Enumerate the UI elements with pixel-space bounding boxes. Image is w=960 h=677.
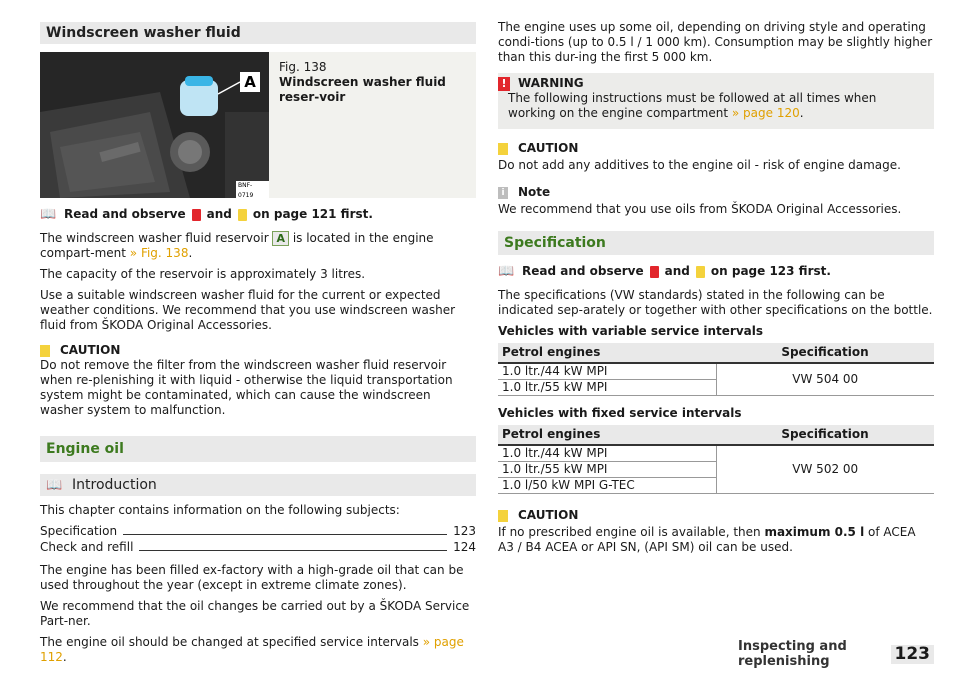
spec-cell: VW 502 00 [716, 445, 934, 494]
read-observe-post[interactable]: on page 123 first. [710, 264, 831, 278]
engine-cell: 1.0 ltr./44 kW MPI [498, 445, 716, 462]
toc-leader [139, 550, 447, 551]
read-observe-pre: Read and observe [64, 207, 186, 221]
warning-text-body: The following instructions must be followed at all times when working on the engine compartment [508, 91, 877, 120]
info-icon: i [498, 187, 508, 199]
toc-item[interactable] [40, 524, 476, 539]
figure-138 [40, 52, 476, 198]
figure-code: BNF-0719 [236, 181, 269, 201]
page-120-link[interactable]: » page 120 [731, 106, 800, 120]
consumption-paragraph: The engine uses up some oil, depending on driving style and operating condi-tions (up to 0.5 l / 1 000 km). Consumption may be slightly higher than this dur-ing the first 5 000 km. [498, 20, 933, 64]
figure-title: Windscreen washer fluid reser-voir [279, 75, 446, 104]
figure-number: Fig. 138 [279, 60, 327, 74]
read-observe-and: and [206, 207, 232, 221]
caution-symbol-icon [696, 266, 705, 278]
toc-page: 124 [453, 540, 476, 554]
toc-page: 123 [453, 524, 476, 538]
warning-symbol-icon [650, 266, 659, 278]
specification-heading: Specification [498, 231, 934, 255]
read-observe-post[interactable]: on page 121 first. [252, 207, 373, 221]
oil-paragraph-2: We recommend that the oil changes be carried out by a ŠKODA Service Part-ner. [40, 599, 470, 628]
caution-text-right-2 [498, 525, 934, 555]
reservoir-label-a: A [272, 231, 289, 246]
book-icon: 📖 [40, 207, 57, 222]
washer-paragraph-1: The windscreen washer fluid reservoir A is located in the engine compart-ment » Fig. 138. [40, 231, 434, 260]
table-row [498, 445, 934, 462]
warning-icon: ! [498, 77, 510, 91]
engine-cell: 1.0 ltr./55 kW MPI [498, 380, 716, 396]
engine-bay-illustration [40, 52, 269, 198]
washer-paragraph-3: Use a suitable windscreen washer fluid for the current or expected weather conditions. We recommend that you use windscreen washer fluid from ŠKODA Original Accessories. [40, 288, 456, 332]
engine-cell: 1.0 l/50 kW MPI G-TEC [498, 478, 716, 494]
engine-bay-image [40, 52, 269, 198]
table-header-engines: Petrol engines [498, 425, 716, 445]
fixed-intervals-title: Vehicles with fixed service intervals [498, 406, 742, 420]
page-number: 123 [891, 645, 935, 664]
caution-symbol-icon [238, 209, 247, 221]
caution-title: CAUTION [518, 141, 579, 155]
washer-fluid-heading: Windscreen washer fluid [40, 22, 476, 44]
introduction-heading [40, 474, 476, 496]
footer-section: Inspecting and replenishing [738, 639, 847, 669]
book-icon: 📖 [498, 264, 515, 279]
figure-caption [269, 52, 476, 198]
oil-paragraph-3: The engine oil should be changed at specified service intervals » page 112. [40, 635, 464, 664]
note-heading [498, 185, 934, 200]
warning-title: WARNING [518, 76, 584, 90]
warning-heading [498, 76, 924, 91]
toc-leader [123, 534, 447, 535]
p1-text-post: is located in the engine compart-ment [40, 231, 434, 260]
toc-label: Check and refill [40, 540, 134, 554]
variable-intervals-title: Vehicles with variable service intervals [498, 324, 764, 338]
read-observe-line-right [498, 264, 934, 279]
caution2-post: of ACEA A3 / B4 ACEA or API SN, (API SM) oil can be used. [498, 525, 916, 554]
caution2-pre: If no prescribed engine oil is available, then [498, 525, 761, 539]
caution-text: Do not remove the filter from the windscreen washer fluid reservoir when re-plenishing it with liquid - otherwise the liquid transportation system might be contaminated, which can cause the windscreen washer system to malfunction. [40, 358, 453, 417]
caution-icon [40, 345, 50, 357]
note-text: We recommend that you use oils from ŠKODA Original Accessories. [498, 202, 902, 216]
read-observe-pre: Read and observe [522, 264, 644, 278]
caution-text-right: Do not add any additives to the engine oil - risk of engine damage. [498, 158, 901, 172]
washer-paragraph-2: The capacity of the reservoir is approximately 3 litres. [40, 267, 366, 281]
oil-paragraph-1: The engine has been filled ex-factory with a high-grade oil that can be used throughout the year (except in extreme climate zones). [40, 563, 464, 592]
warning-symbol-icon [192, 209, 201, 221]
caution-icon [498, 143, 508, 155]
p6-text: The engine oil should be changed at specified service intervals [40, 635, 419, 649]
note-title: Note [518, 185, 551, 199]
book-icon: 📖 [46, 477, 63, 493]
engine-cell: 1.0 ltr./55 kW MPI [498, 462, 716, 478]
table-row [498, 363, 934, 380]
table-header-engines: Petrol engines [498, 343, 716, 363]
caution-title: CAUTION [60, 343, 121, 357]
left-column [40, 22, 476, 665]
figure-label-a: A [240, 72, 260, 92]
caution-heading-right-2 [498, 508, 934, 523]
caution-heading-right [498, 141, 934, 156]
fixed-intervals-table [498, 425, 934, 494]
page-112-link[interactable]: » page 112 [40, 635, 464, 664]
p1-text-pre: The windscreen washer fluid reservoir [40, 231, 269, 245]
read-observe-and: and [664, 264, 690, 278]
toc-item[interactable] [40, 540, 476, 555]
table-header-spec: Specification [716, 425, 934, 445]
engine-cell: 1.0 ltr./44 kW MPI [498, 363, 716, 380]
caution-heading [40, 343, 476, 358]
toc-label: Specification [40, 524, 118, 538]
right-column [498, 20, 934, 555]
caution-title: CAUTION [518, 508, 579, 522]
introduction-title: Introduction [72, 476, 157, 493]
toc-list [40, 524, 476, 555]
caution-icon [498, 510, 508, 522]
engine-oil-heading: Engine oil [40, 436, 476, 462]
fig-138-link[interactable]: » Fig. 138 [129, 246, 189, 260]
specs-paragraph: The specifications (VW standards) stated in the following can be indicated sep-arately or together with other specifications on the bottle. [498, 288, 933, 317]
caution2-bold: maximum 0.5 l [764, 525, 865, 539]
table-header-spec: Specification [716, 343, 934, 363]
variable-intervals-table [498, 343, 934, 396]
intro-text: This chapter contains information on the following subjects: [40, 503, 400, 517]
read-observe-line [40, 207, 476, 222]
spec-cell: VW 504 00 [716, 363, 934, 396]
warning-text: The following instructions must be followed at all times when working on the engine compartment » page 120. [508, 91, 877, 120]
page-footer [738, 639, 934, 669]
warning-box [498, 73, 934, 129]
